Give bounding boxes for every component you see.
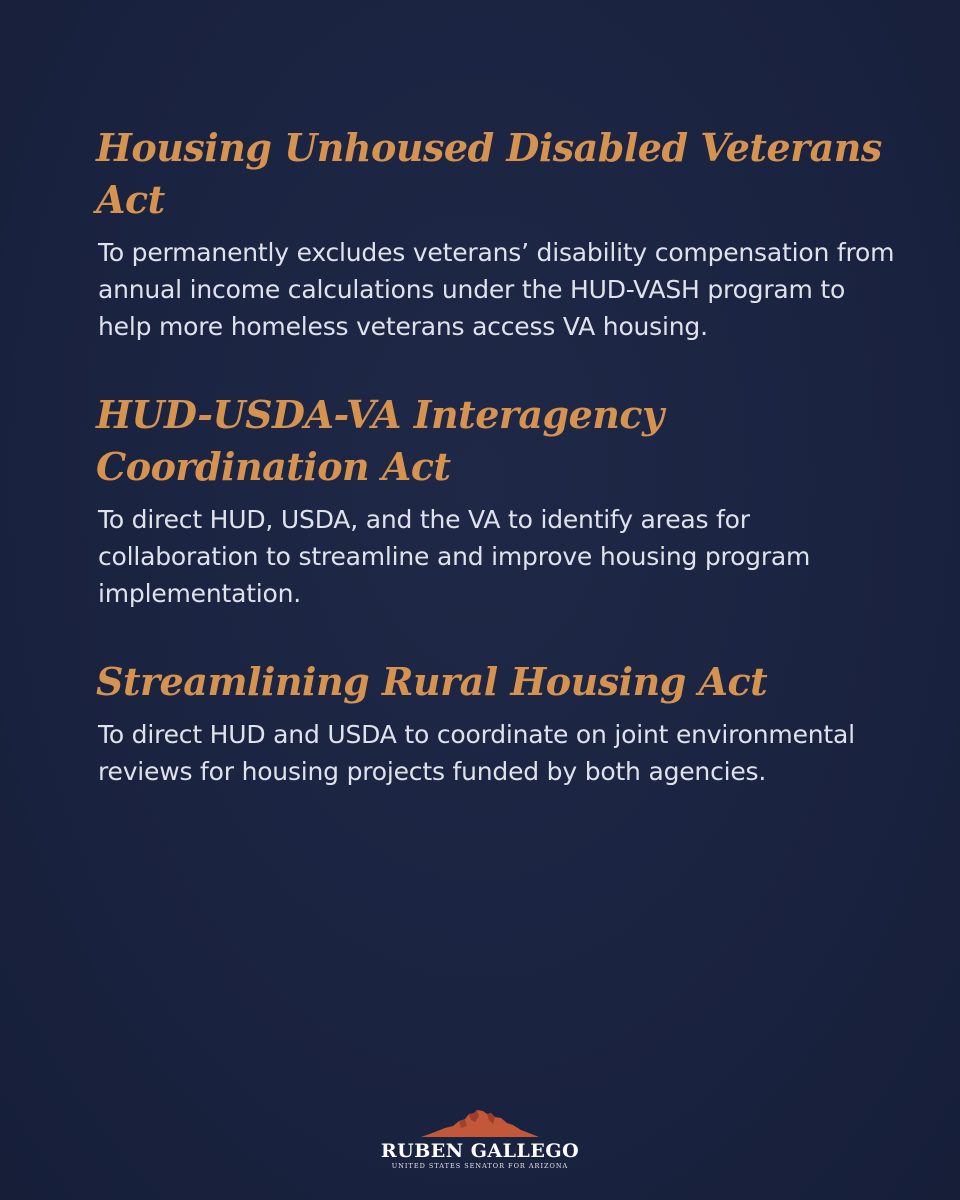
bill-description: To direct HUD, USDA, and the VA to identify areas for collaboration to streamline and improve housing program implementation. [98, 505, 811, 608]
bill-description: To direct HUD and USDA to coordinate on joint environmental reviews for housing projects funded by both agencies. [98, 720, 855, 786]
bill-section-housing-unhoused [96, 122, 896, 345]
bill-title: Housing Unhoused Disabled Veterans Act [96, 125, 882, 222]
bill-section-interagency [96, 389, 896, 612]
bill-list [96, 122, 896, 790]
bill-section-rural-housing [96, 656, 896, 790]
bill-title: HUD-USDA-VA Interagency Coordination Act [96, 392, 664, 489]
bill-title: Streamlining Rural Housing Act [96, 659, 768, 704]
logo [380, 1108, 580, 1188]
logo-name: RUBEN GALLEGO [380, 1140, 580, 1162]
logo-subtitle: UNITED STATES SENATOR FOR ARIZONA [391, 1162, 569, 1170]
bill-description: To permanently excludes veterans’ disability compensation from annual income calculations under the HUD-VASH program to help more homeless veterans access VA housing. [98, 238, 895, 341]
mountain-icon [421, 1108, 539, 1138]
